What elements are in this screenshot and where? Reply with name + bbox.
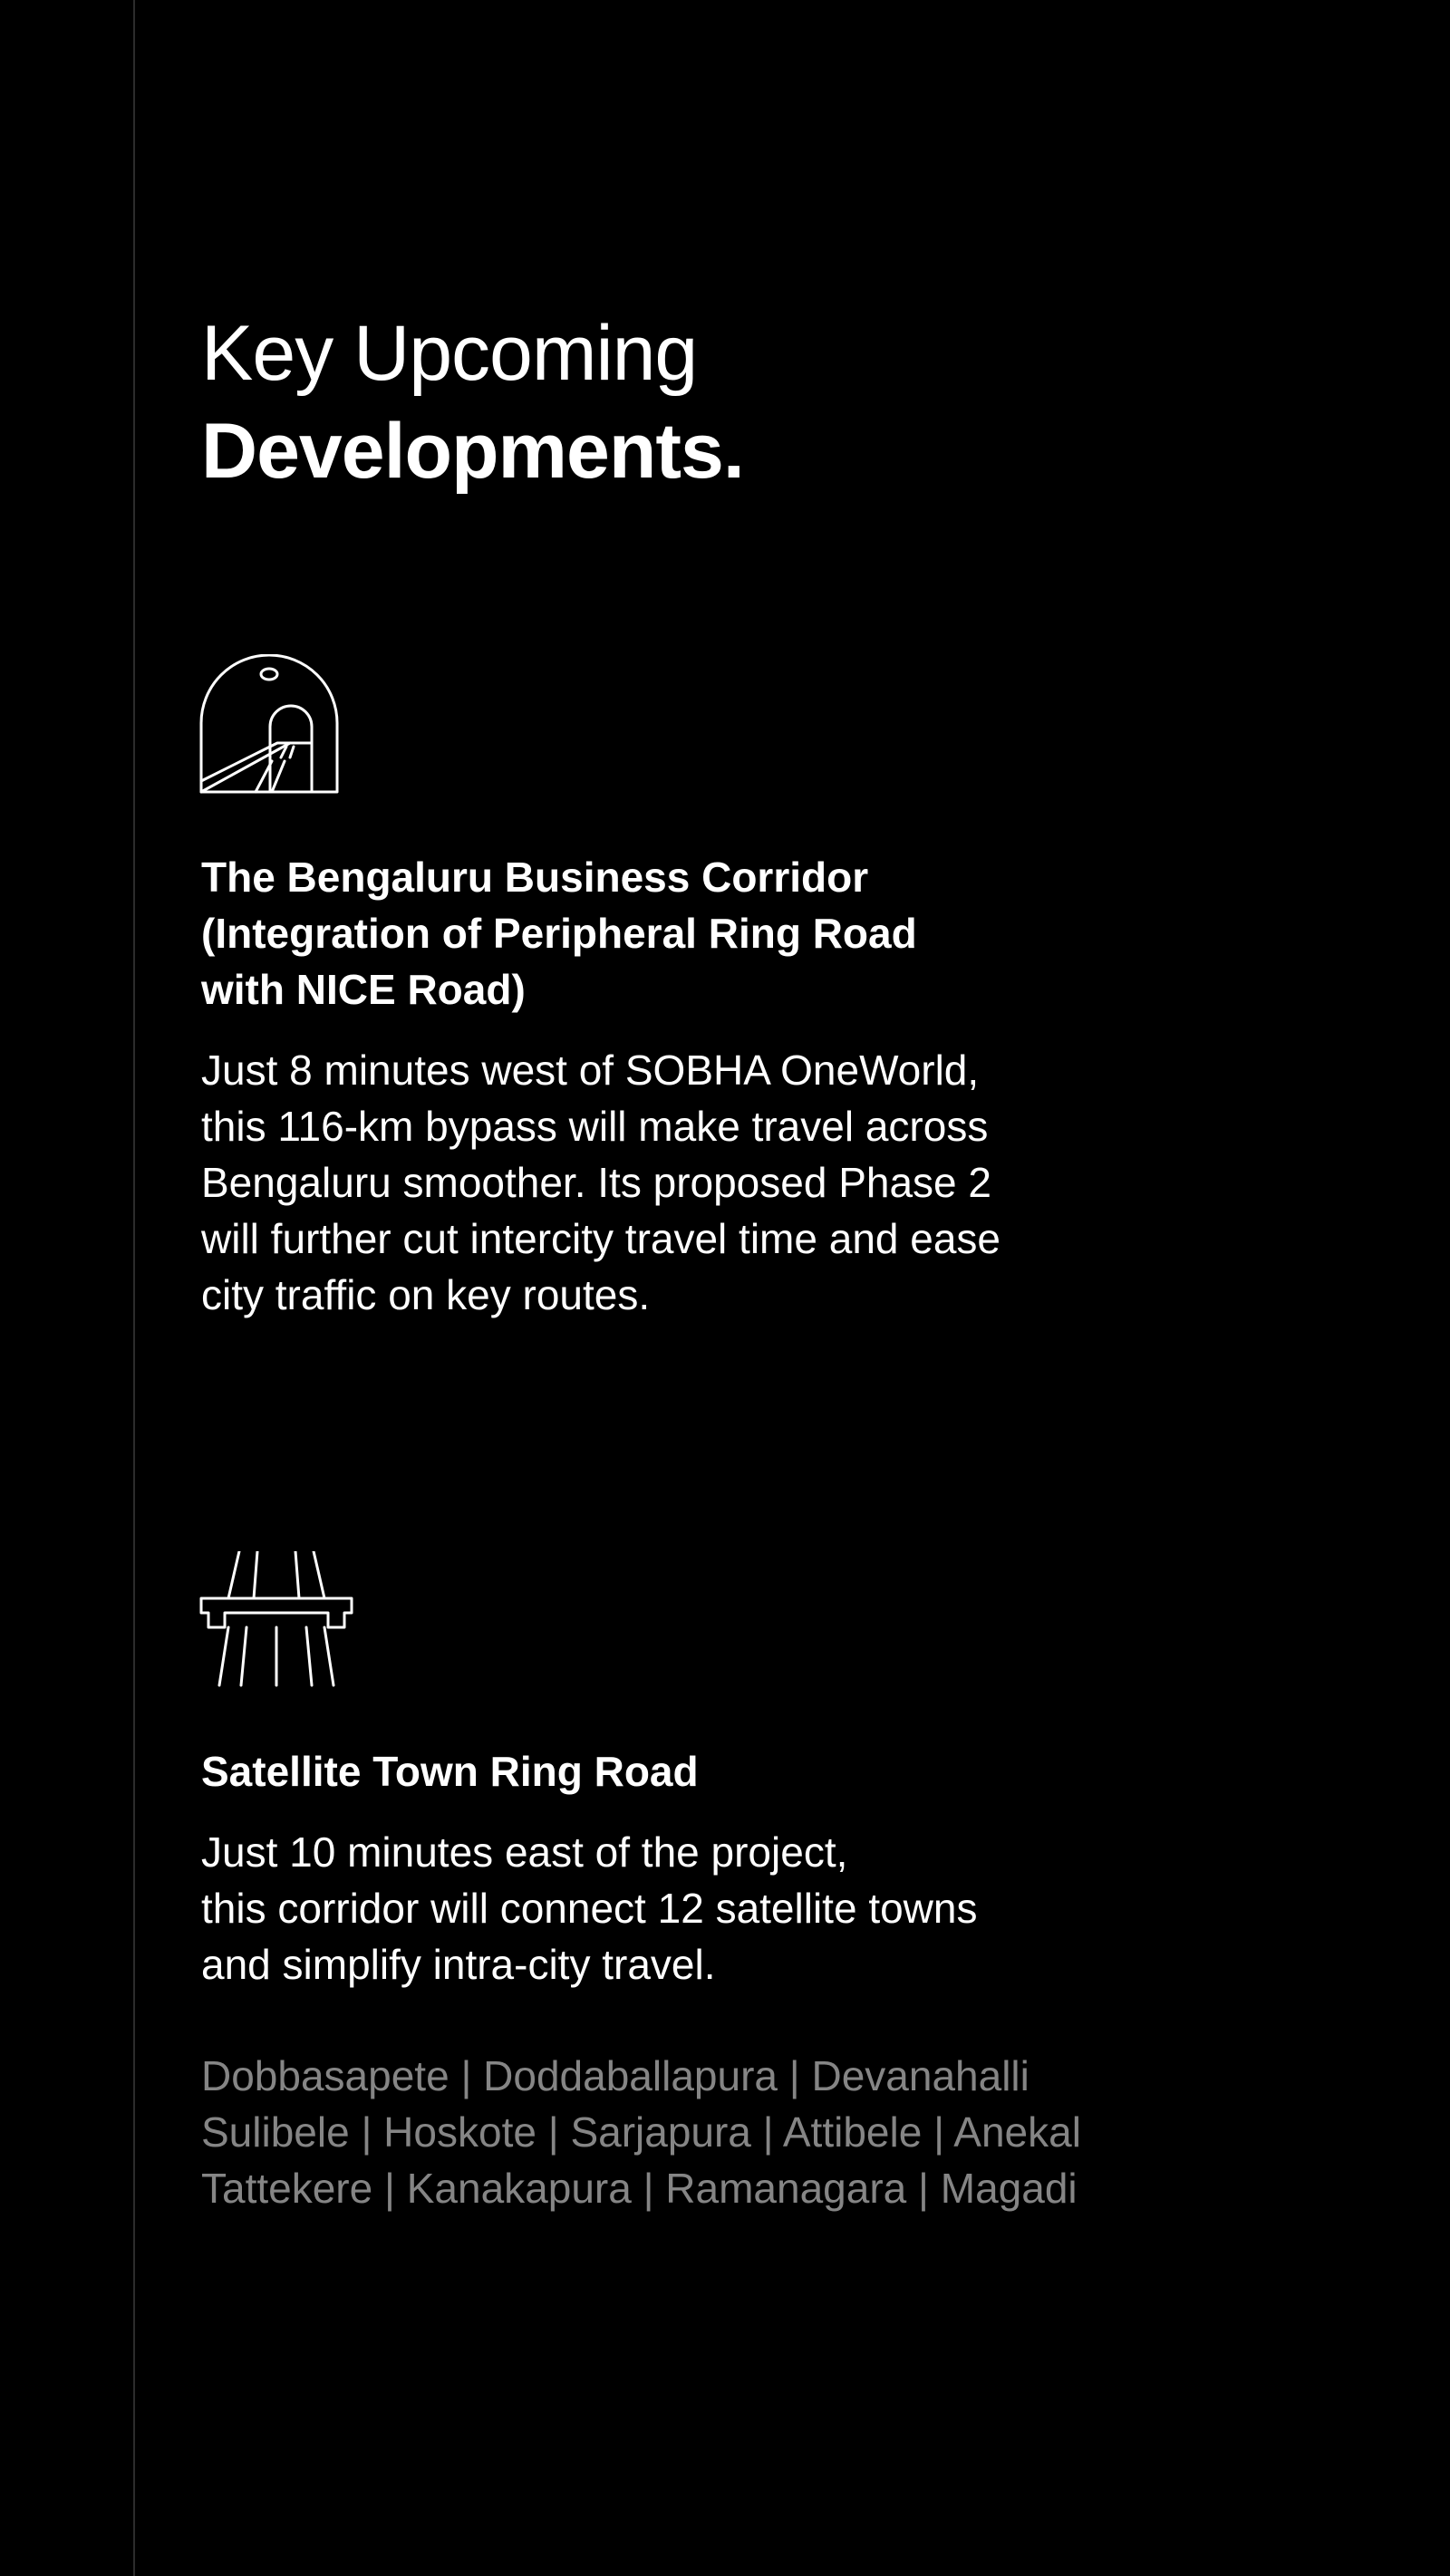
development-1-title-line: (Integration of Peripheral Ring Road — [201, 910, 917, 957]
satellite-towns-line: Tattekere | Kanakapura | Ramanagara | Magadi — [201, 2165, 1078, 2212]
development-1-title-line: with NICE Road) — [201, 966, 526, 1013]
tunnel-road-icon — [199, 654, 339, 794]
satellite-towns-line: Sulibele | Hoskote | Sarjapura | Attibele | Anekal — [201, 2108, 1081, 2156]
development-2-title — [201, 1743, 699, 1799]
section-title-bold: Developments. — [201, 408, 744, 495]
satellite-towns-line: Dobbasapete | Doddaballapura | Devanahalli — [201, 2052, 1030, 2099]
vertical-divider-line — [133, 0, 135, 2576]
development-1-description — [201, 1042, 1000, 1323]
section-title-light: Key Upcoming — [201, 310, 698, 397]
development-1-description-line: will further cut intercity travel time and ease — [201, 1215, 1001, 1262]
development-2-description — [201, 1824, 977, 1992]
development-2-title-line: Satellite Town Ring Road — [201, 1748, 699, 1795]
satellite-towns-list — [201, 2048, 1081, 2216]
development-2-description-line: Just 10 minutes east of the project, — [201, 1828, 848, 1876]
development-1-description-line: Bengaluru smoother. Its proposed Phase 2 — [201, 1159, 992, 1206]
development-1-description-line: city traffic on key routes. — [201, 1271, 651, 1318]
development-2-description-line: this corridor will connect 12 satellite towns — [201, 1885, 978, 1932]
development-2-description-line: and simplify intra-city travel. — [201, 1941, 716, 1988]
development-1-description-line: this 116-km bypass will make travel across — [201, 1103, 989, 1150]
development-1-description-line: Just 8 minutes west of SOBHA OneWorld, — [201, 1047, 980, 1094]
development-1-title — [201, 849, 917, 1018]
flyover-bridge-icon — [199, 1551, 353, 1687]
development-1-title-line: The Bengaluru Business Corridor — [201, 854, 869, 901]
